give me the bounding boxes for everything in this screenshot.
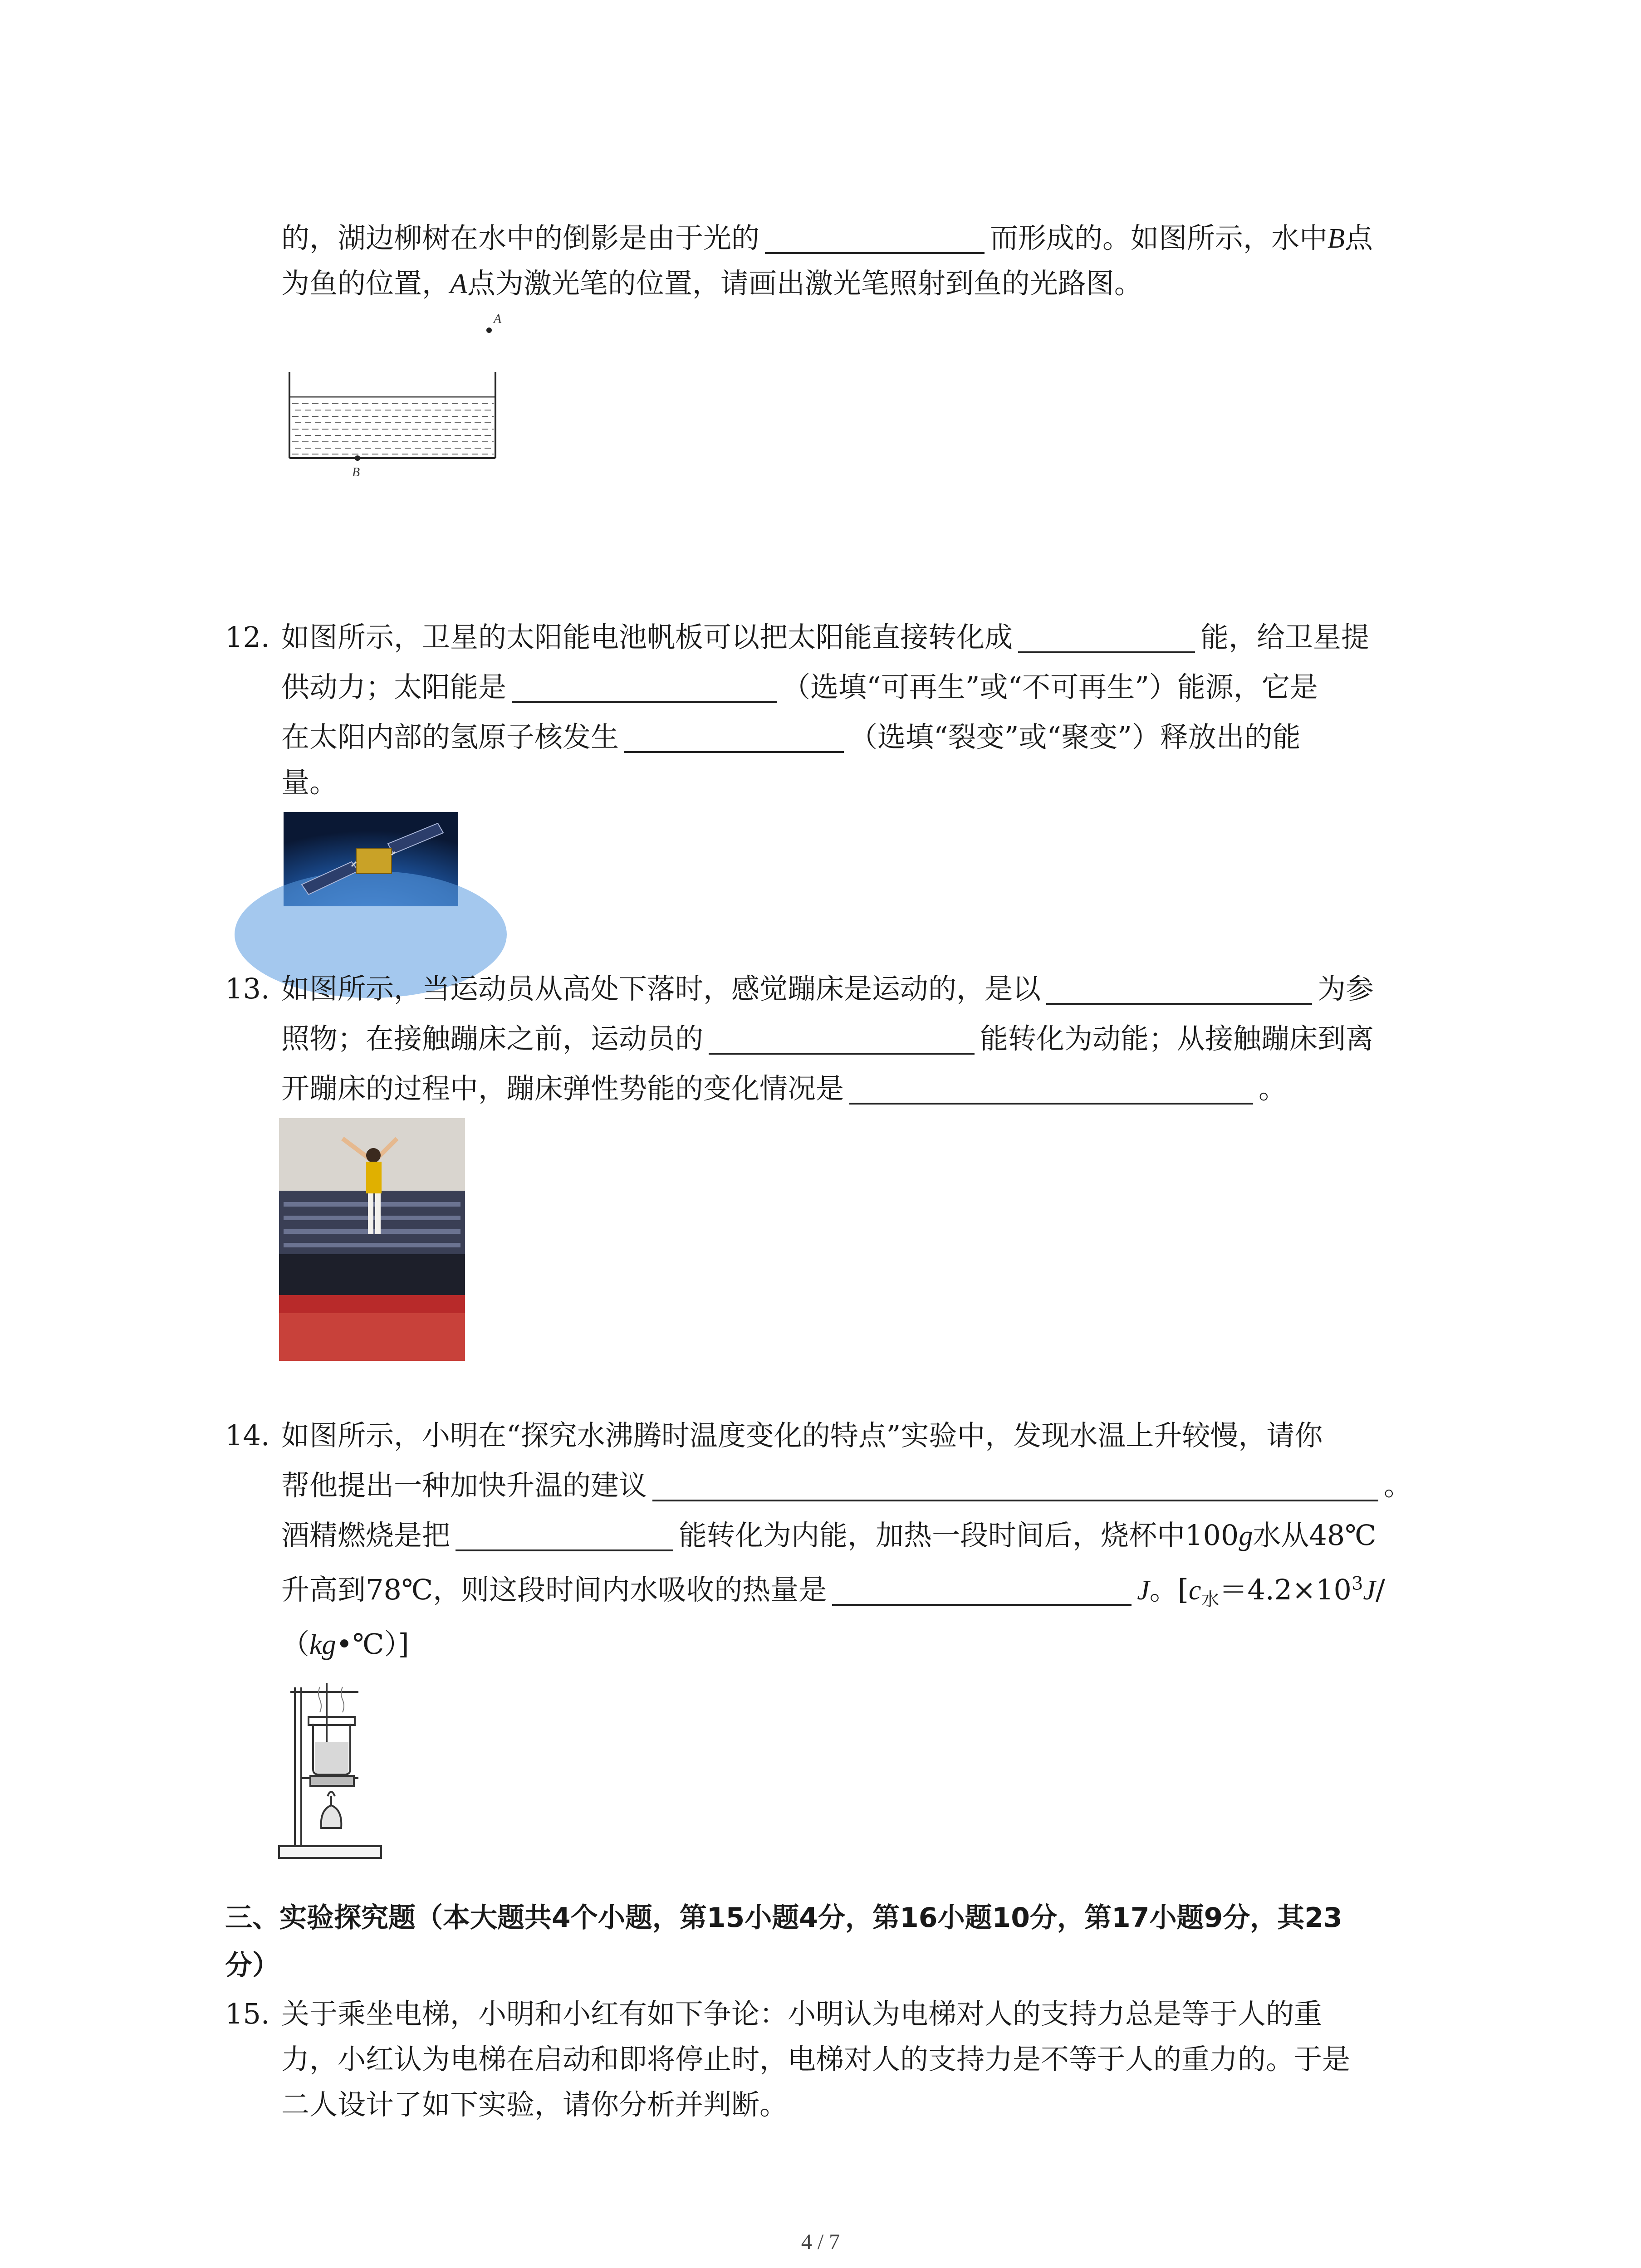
boiling-apparatus-figure	[277, 1674, 386, 1864]
q15-line-1: 关于乘坐电梯，小明和小红有如下争论：小明认为电梯对人的支持力总是等于人的重	[281, 1997, 1323, 2030]
answer-blank[interactable]	[512, 669, 777, 703]
q15-line-2: 力，小红认为电梯在启动和即将停止时，电梯对人的支持力是不等于人的重力的。于是	[281, 2043, 1351, 2076]
answer-blank[interactable]	[1018, 619, 1195, 653]
answer-blank[interactable]	[1046, 970, 1312, 1005]
q13-line-3: 开蹦床的过程中，蹦床弹性势能的变化情况是 。	[281, 1064, 1287, 1114]
answer-blank[interactable]	[456, 1517, 673, 1551]
section-3-heading-cont: 分）	[225, 1950, 279, 1981]
q11-line-2: 为鱼的位置，A点为激光笔的位置，请画出激光笔照射到鱼的光路图。	[281, 267, 1142, 300]
q15-line-3: 二人设计了如下实验，请你分析并判断。	[281, 2088, 788, 2121]
answer-blank[interactable]	[765, 220, 985, 254]
q12-line-4: 量。	[281, 766, 338, 799]
point-a-marker	[486, 327, 492, 333]
q12-line-2: 供动力；太阳能是 （选填“可再生”或“不可再生”）能源，它是	[281, 662, 1318, 712]
point-b-label: B	[352, 465, 360, 479]
q11-line-1: 的，湖边柳树在水中的倒影是由于光的 而形成的。如图所示，水中B点	[281, 213, 1373, 264]
q13-line-1: 如图所示，当运动员从高处下落时，感觉蹦床是运动的，是以 为参	[281, 964, 1374, 1014]
q13-line-2: 照物；在接触蹦床之前，运动员的 能转化为动能；从接触蹦床到离	[281, 1014, 1374, 1064]
q12-line-3: 在太阳内部的氢原子核发生 （选填“裂变”或“聚变”）释放出的能	[281, 712, 1301, 762]
answer-blank[interactable]	[832, 1571, 1132, 1606]
q14-line-1: 如图所示，小明在“探究水沸腾时温度变化的特点”实验中，发现水温上升较慢，请你	[281, 1419, 1323, 1452]
q14-line-3: 酒精燃烧是把 能转化为内能，加热一段时间后，烧杯中100g水从48℃	[281, 1510, 1376, 1561]
q14-number: 14.	[225, 1419, 270, 1452]
satellite-photo	[284, 812, 458, 906]
trampoline-photo	[279, 1118, 465, 1361]
page-number: 4 / 7	[801, 2230, 840, 2254]
q15-number: 15.	[225, 1997, 270, 2030]
q14-line-5: （kg•℃）]	[281, 1628, 409, 1661]
answer-blank[interactable]	[849, 1070, 1253, 1105]
q14-line-2: 帮他提出一种加快升温的建议 。	[281, 1461, 1412, 1510]
q12-line-1: 如图所示，卫星的太阳能电池帆板可以把太阳能直接转化成 能，给卫星提	[281, 612, 1369, 662]
water-surface-lines	[292, 404, 494, 454]
section-3-heading: 三、实验探究题（本大题共4个小题，第15小题4分，第16小题10分，第17小题9分，其23	[225, 1902, 1342, 1934]
q12-number: 12.	[225, 621, 270, 654]
point-a-label: A	[494, 312, 502, 326]
answer-blank[interactable]	[652, 1467, 1378, 1501]
q13-number: 13.	[225, 972, 270, 1005]
q14-line-4: 升高到78℃，则这段时间内水吸收的热量是 J。[$c_水=4.2\times 10^3J/$	[281, 1565, 1385, 1615]
water-tank-figure	[272, 308, 508, 481]
answer-blank[interactable]	[709, 1020, 975, 1055]
answer-blank[interactable]	[624, 719, 844, 753]
point-b-marker	[355, 455, 360, 461]
